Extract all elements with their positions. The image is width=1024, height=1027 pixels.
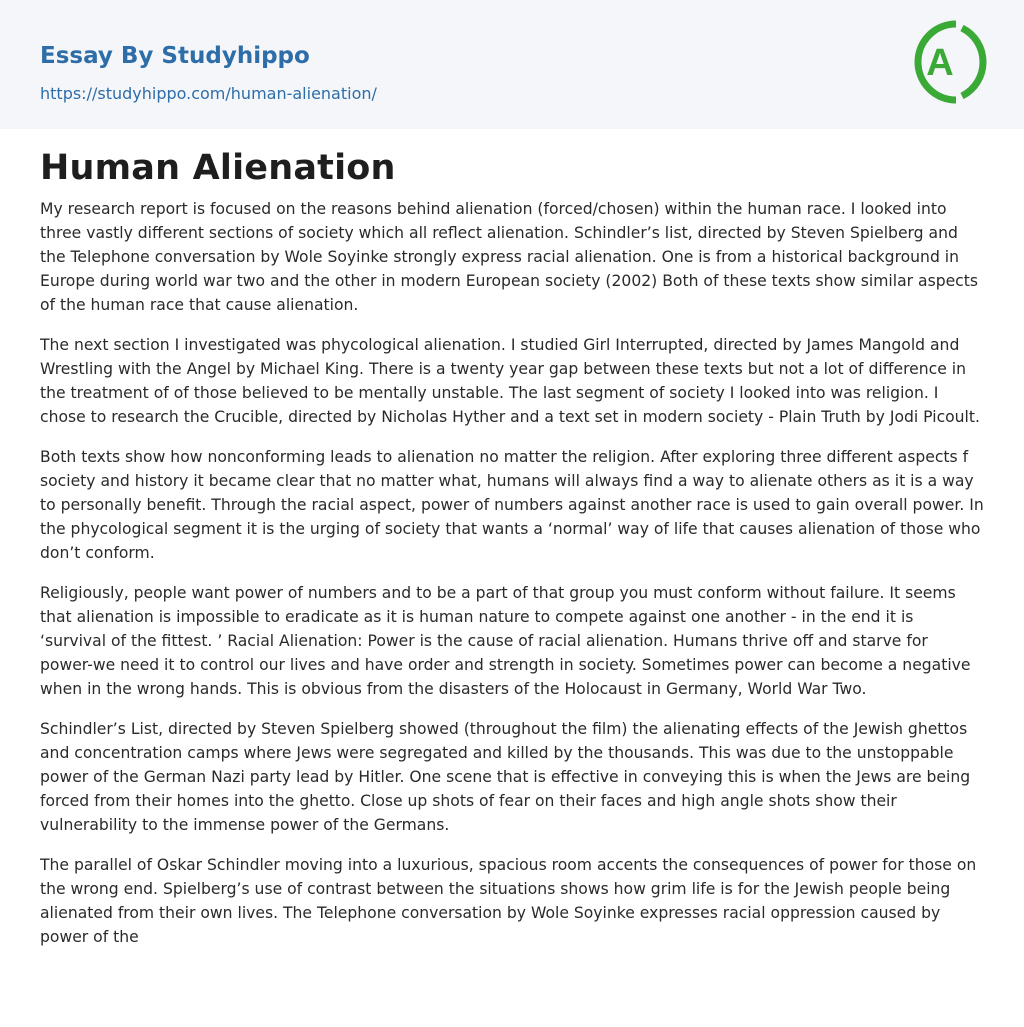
essay-paragraph: The parallel of Oskar Schindler moving into a luxurious, spacious room accents the consequences of power for those on the wrong end. Spielberg’s use of contrast between the situations shows how grim life is for the Jewish people being alienated from their own lives. The Telephone conversation by Wole Soyinke expresses racial oppression caused by power of the bbox=[40, 856, 977, 946]
page-title: Human Alienation bbox=[40, 148, 396, 188]
essay-url-link[interactable]: https://studyhippo.com/human-alienation/ bbox=[40, 84, 377, 103]
essay-content bbox=[0, 129, 1024, 949]
essay-paragraph: Religiously, people want power of numbers and to be a part of that group you must conform without failure. It seems that alienation is impossible to eradicate as it is human nature to compete against one another - in the end it is ‘survival of the fittest. ’ Racial Alienation: Power is the cause of racial alienation. Humans thrive off and starve for power-we need it to control our lives and have order and strength in society. Sometimes power can become a negative when in the wrong hands. This is obvious from the disasters of the Holocaust in Germany, World War Two. bbox=[40, 584, 971, 698]
essay-paragraph: My research report is focused on the reasons behind alienation (forced/chosen) within the human race. I looked into three vastly different sections of society which all reflect alienation. Schindler’s list, directed by Steven Spielberg and the Telephone conversation by Wole Soyinke strongly express racial alienation. One is from a historical background in Europe during world war two and the other in modern European society (2002) Both of these texts show similar aspects of the human race that cause alienation. bbox=[40, 200, 978, 314]
essay-paragraph: Both texts show how nonconforming leads to alienation no matter the religion. After exploring three different aspects f society and history it became clear that no matter what, humans will always find a way to alienate others as it is a way to personally benefit. Through the racial aspect, power of numbers against another race is used to gain overall power. In the phycological segment it is the urging of society that wants a ‘normal’ way of life that causes alienation of those who don’t conform. bbox=[40, 448, 984, 562]
logo-letter: A bbox=[926, 42, 954, 84]
essay-paragraph: Schindler’s List, directed by Steven Spielberg showed (throughout the film) the alienating effects of the Jewish ghettos and concentration camps where Jews were segregated and killed by the thousands. This was due to the unstoppable power of the German Nazi party lead by Hitler. One scene that is effective in conveying this is when the Jews are being forced from their homes into the ghetto. Close up shots of fear on their faces and high angle shots show their vulnerability to the immense power of the Germans. bbox=[40, 720, 971, 834]
brand-title: Essay By Studyhippo bbox=[40, 43, 310, 69]
site-header bbox=[0, 0, 1024, 129]
studyhippo-logo-icon[interactable] bbox=[904, 18, 988, 106]
essay-paragraph: The next section I investigated was phycological alienation. I studied Girl Interrupted, directed by James Mangold and Wrestling with the Angel by Michael King. There is a twenty year gap between these texts but not a lot of difference in the treatment of of those believed to be mentally unstable. The last segment of society I looked into was religion. I chose to research the Crucible, directed by Nicholas Hyther and a text set in modern society - Plain Truth by Jodi Picoult. bbox=[40, 336, 980, 426]
